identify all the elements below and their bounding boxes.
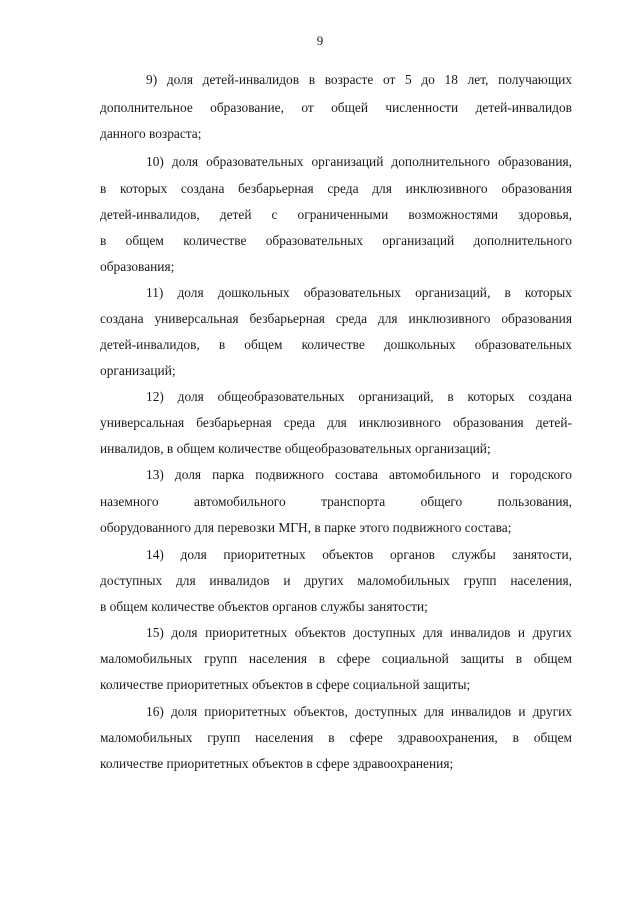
text-line: в общем количестве образовательных организаций дополнительного [100, 233, 572, 248]
text-line: данного возраста; [100, 126, 202, 141]
text-line: 14) доля приоритетных объектов органов службы занятости, [146, 547, 572, 562]
text-line: наземного автомобильного транспорта общего пользования, [100, 494, 572, 509]
text-line: в которых создана безбарьерная среда для инклюзивного образования [100, 181, 572, 196]
text-line: 15) доля приоритетных объектов доступных для инвалидов и других [146, 625, 572, 640]
text-line: образования; [100, 259, 175, 274]
text-line: маломобильных групп населения в сфере здравоохранения, в общем [100, 730, 572, 745]
text-line: организаций; [100, 363, 176, 378]
text-line: 11) доля дошкольных образовательных организаций, в которых [146, 285, 572, 300]
text-line: доступных для инвалидов и других маломобильных групп населения, [100, 573, 572, 588]
text-line: 16) доля приоритетных объектов, доступных для инвалидов и других [146, 704, 572, 719]
text-line: инвалидов, в общем количестве общеобразовательных организаций; [100, 441, 491, 456]
page-number: 9 [316, 33, 324, 48]
text-line: дополнительное образование, от общей численности детей-инвалидов [100, 100, 572, 115]
text-line: создана универсальная безбарьерная среда для инклюзивного образования [100, 311, 572, 326]
text-line: 10) доля образовательных организаций дополнительного образования, [146, 154, 572, 169]
text-line: 12) доля общеобразовательных организаций, в которых создана [146, 389, 572, 404]
text-line: 9) доля детей-инвалидов в возрасте от 5 до 18 лет, получающих [146, 72, 572, 87]
text-line: детей-инвалидов, детей с ограниченными возможностями здоровья, [100, 207, 572, 222]
text-line: 13) доля парка подвижного состава автомобильного и городского [146, 467, 572, 482]
text-line: количестве приоритетных объектов в сфере здравоохранения; [100, 756, 454, 771]
text-line: маломобильных групп населения в сфере социальной защиты в общем [100, 651, 572, 666]
text-line: количестве приоритетных объектов в сфере социальной защиты; [100, 677, 471, 692]
text-line: оборудованного для перевозки МГН, в парке этого подвижного состава; [100, 520, 512, 535]
text-line: детей-инвалидов, в общем количестве дошкольных образовательных [100, 337, 572, 352]
text-line: универсальная безбарьерная среда для инклюзивного образования детей- [100, 415, 572, 430]
text-line: в общем количестве объектов органов службы занятости; [100, 599, 428, 614]
